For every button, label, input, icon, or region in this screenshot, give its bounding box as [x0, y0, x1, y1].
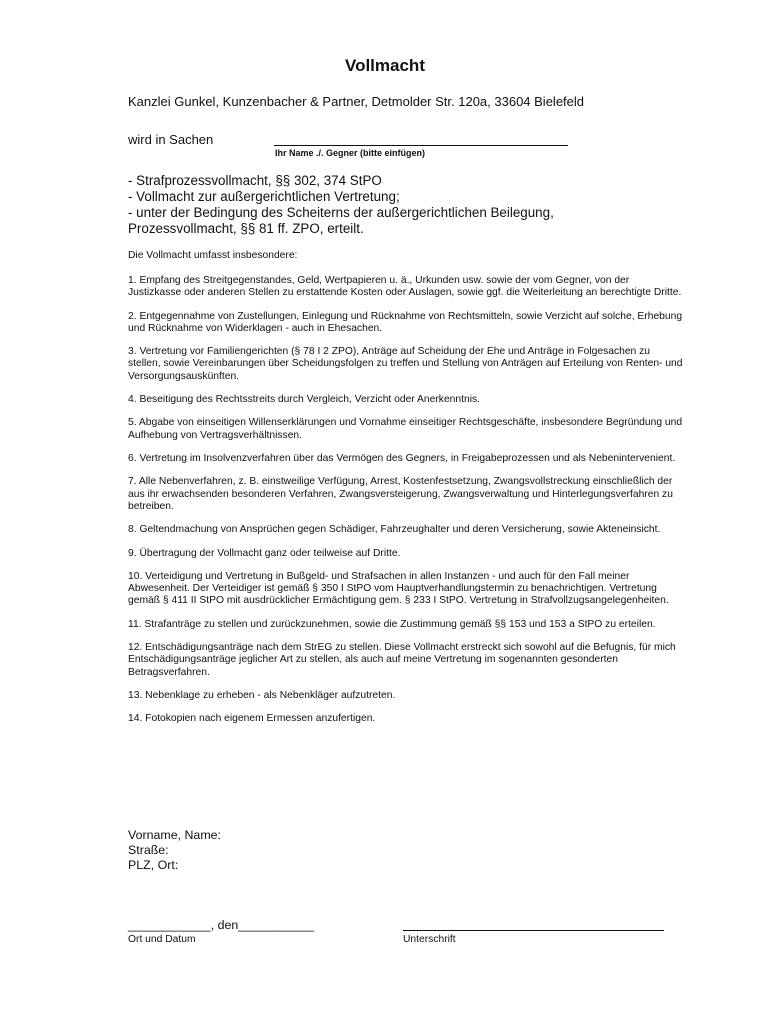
scope-item: 2. Entgegennahme von Zustellungen, Einlegung und Rücknahme von Rechtsmitteln, sowie Verzicht auf solche, Erhebung und Rücknahme von Widerklagen - auch in Ehesachen. [128, 310, 683, 334]
scope-item: 1. Empfang des Streitgegenstandes, Geld, Wertpapieren u. ä., Urkunden usw. sowie der vom Gegner, von der Justizkasse oder anderen Stellen zu erstattende Kosten oder Auslagen, sowie ggf. die Weiterleitung an berechtigte Dritte. [128, 275, 682, 299]
personal-fields [128, 828, 221, 873]
scope-item: 14. Fotokopien nach eigenem Ermessen anzufertigen. [128, 713, 376, 725]
scope-list [128, 275, 683, 737]
name-field-label: Vorname, Name: [128, 828, 221, 842]
scope-item: 6. Vertretung im Insolvenzverfahren über das Vermögen des Gegners, in Freigabeprozessen und als Nebenintervenient. [128, 452, 676, 464]
scope-item: 5. Abgabe von einseitigen Willenserklärungen und Vornahme einseitiger Rechtsgeschäfte, insbesondere Begründung und Aufhebung von Vertragsverhältnissen. [128, 417, 683, 441]
sachen-label: wird in Sachen [128, 132, 214, 147]
scope-item: 11. Strafanträge zu stellen und zurückzunehmen, sowie die Zustimmung gemäß §§ 153 und 153 a StPO zu erteilen. [128, 618, 656, 630]
scope-item: 10. Verteidigung und Vertretung in Bußgeld- und Strafsachen in allen Instanzen - und auch für den Fall meiner Abwesenheit. Der Verteidiger ist gemäß § 350 I StPO vom Hauptverhandlungstermin zu benachrichtigen. Vertretung gemäß § 411 II StPO mit ausdrücklicher Ermächtigung gem. § 233 I StPO. Vertretung in Strafvollzugsangelegenheiten. [128, 570, 669, 607]
mandate-type-item: Prozessvollmacht, §§ 81 ff. ZPO, erteilt. [128, 221, 364, 236]
mandate-type-item: - Vollmacht zur außergerichtlichen Vertretung; [128, 189, 400, 204]
scope-item: 3. Vertretung vor Familiengerichten (§ 78 I 2 ZPO), Anträge auf Scheidung der Ehe und Anträge in Folgesachen zu stellen, sowie Vereinbarungen über Scheidungsfolgen zu treffen und Stellung von Anträgen auf Erteilung von Renten- und Versorgungsauskünften. [128, 346, 683, 382]
scope-item: 13. Nebenklage zu erheben - als Nebenkläger aufzutreten. [128, 689, 396, 701]
document-title: Vollmacht [345, 56, 425, 75]
signature-caption: Unterschrift [403, 934, 456, 945]
signature-line[interactable] [403, 930, 664, 931]
scope-item: 8. Geltendmachung von Ansprüchen gegen Schädiger, Fahrzeughalter und deren Versicherung, sowie Akteneinsicht. [128, 524, 661, 536]
city-field-label: PLZ, Ort: [128, 858, 179, 872]
scope-item: 9. Übertragung der Vollmacht ganz oder teilweise auf Dritte. [128, 547, 401, 559]
place-date-line[interactable]: ____________, den___________ [128, 918, 315, 932]
scope-intro: Die Vollmacht umfasst insbesondere: [128, 250, 298, 261]
place-date-caption: Ort und Datum [128, 934, 196, 945]
scope-item: 4. Beseitigung des Rechtsstreits durch Vergleich, Verzicht oder Anerkenntnis. [128, 393, 481, 405]
scope-item: 12. Entschädigungsanträge nach dem StrEG zu stellen. Diese Vollmacht erstreckt sich sowohl auf die Befugnis, für mich Entschädigungsanträge jeglicher Art zu stellen, als auch auf meine Vertretung im sogenannten gesonderten Betragsverfahren. [128, 642, 676, 678]
mandate-type-item: - Strafprozessvollmacht, §§ 302, 374 StPO [128, 173, 382, 188]
case-name-hint: Ihr Name ./. Gegner (bitte einfügen) [275, 148, 426, 158]
scope-item: 7. Alle Nebenverfahren, z. B. einstweilige Verfügung, Arrest, Kostenfestsetzung, Zwangsvollstreckung einschließlich der aus ihr erwachsenden besonderen Verfahren, Zwangsversteigerung, Zwangsverwaltung und Hinterlegungsverfahren zu betreiben. [128, 476, 673, 512]
firm-address-line: Kanzlei Gunkel, Kunzenbacher & Partner, Detmolder Str. 120a, 33604 Bielefeld [128, 94, 585, 109]
street-field-label: Straße: [128, 843, 169, 857]
case-name-line[interactable] [274, 145, 568, 146]
mandate-type-item: - unter der Bedingung des Scheiterns der außergerichtlichen Beilegung, [128, 205, 554, 220]
mandate-types [128, 173, 608, 237]
